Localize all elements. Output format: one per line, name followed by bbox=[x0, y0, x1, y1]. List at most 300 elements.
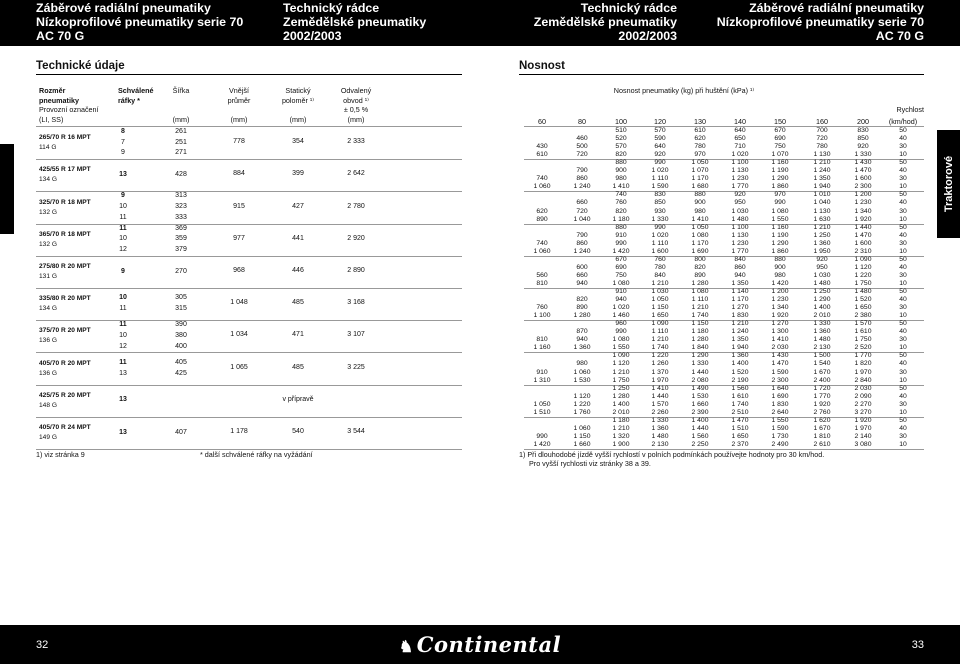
capacity-cell: 1 170 bbox=[691, 239, 709, 247]
rim-value: 10 bbox=[119, 331, 127, 339]
capacity-cell: 1 410 bbox=[612, 183, 630, 191]
capacity-cell: 750 bbox=[615, 271, 627, 279]
capacity-cell: 1 340 bbox=[854, 207, 872, 215]
capacity-head-title: Nosnost pneumatiky (kg) při huštění (kPa) ¹⁾ bbox=[613, 86, 755, 95]
static-value: 446 bbox=[292, 266, 304, 274]
capacity-cell: 600 bbox=[576, 263, 588, 271]
head-line: (mm) bbox=[289, 114, 307, 124]
capacity-cell: 1 690 bbox=[691, 247, 709, 255]
capacity-cell: 1 090 bbox=[854, 255, 872, 263]
capacity-cell: 50 bbox=[899, 384, 907, 392]
width-value: 313 bbox=[175, 192, 187, 200]
capacity-cell: 1 860 bbox=[771, 247, 789, 255]
rim-value: 7 bbox=[121, 138, 125, 146]
head-line: poloměr ¹⁾ bbox=[281, 95, 315, 105]
capacity-cell: 1 650 bbox=[651, 312, 669, 320]
header-line: Zemědělské pneumatiky bbox=[283, 15, 427, 29]
capacity-cell: 1 230 bbox=[854, 199, 872, 207]
capacity-cell: 1 280 bbox=[612, 392, 630, 400]
capacity-cell: 1 180 bbox=[612, 416, 630, 424]
roll-value: 3 544 bbox=[347, 427, 365, 435]
capacity-cell: 30 bbox=[899, 336, 907, 344]
static-value: 485 bbox=[292, 363, 304, 371]
capacity-cell: 1 410 bbox=[771, 336, 789, 344]
capacity-cell: 1 220 bbox=[854, 271, 872, 279]
rim-list bbox=[118, 428, 128, 439]
capacity-cell: 50 bbox=[899, 223, 907, 231]
capacity-cell: 40 bbox=[899, 328, 907, 336]
capacity-cell: 1 770 bbox=[854, 352, 872, 360]
capacity-cell: 1 080 bbox=[612, 279, 630, 287]
capacity-cell: 1 530 bbox=[573, 376, 591, 384]
divider bbox=[36, 385, 462, 386]
capacity-cell: 820 bbox=[615, 151, 627, 159]
header-line: Nízkoprofilové pneumatiky serie 70 bbox=[716, 15, 924, 29]
rim-value: 11 bbox=[119, 213, 127, 221]
capacity-cell: 1 430 bbox=[854, 159, 872, 167]
capacity-cell: 610 bbox=[536, 151, 548, 159]
capacity-cell: 1 250 bbox=[612, 384, 630, 392]
rim-list bbox=[118, 320, 128, 352]
capacity-cell: 610 bbox=[694, 127, 706, 134]
capacity-cell: 2 380 bbox=[854, 312, 872, 320]
pressure-label: 120 bbox=[654, 117, 666, 126]
width-value: 379 bbox=[175, 246, 187, 254]
header-col-2 bbox=[283, 1, 426, 43]
capacity-cell: 1 360 bbox=[813, 239, 831, 247]
capacity-cell: 1 970 bbox=[651, 376, 669, 384]
capacity-cell: 1 340 bbox=[771, 304, 789, 312]
capacity-cell: 1 120 bbox=[612, 360, 630, 368]
capacity-cell: 1 820 bbox=[854, 360, 872, 368]
width-value: 270 bbox=[175, 267, 187, 275]
capacity-cell: 1 150 bbox=[651, 304, 669, 312]
capacity-cell: 840 bbox=[654, 271, 666, 279]
capacity-cell: 2 130 bbox=[813, 344, 831, 352]
pressure-label: 140 bbox=[734, 117, 746, 126]
capacity-cell: 990 bbox=[615, 328, 627, 336]
capacity-cell: 1 830 bbox=[731, 312, 749, 320]
col-head-plies bbox=[118, 86, 154, 105]
width-value: 305 bbox=[175, 294, 187, 302]
capacity-cell: 2 300 bbox=[854, 183, 872, 191]
tire-size-cell bbox=[39, 294, 91, 314]
capacity-cell: 10 bbox=[899, 344, 907, 352]
capacity-cell: 950 bbox=[734, 199, 746, 207]
capacity-cell: 30 bbox=[899, 143, 907, 151]
divider bbox=[36, 126, 462, 127]
header-line: Nízkoprofilové pneumatiky serie 70 bbox=[36, 15, 244, 29]
capacity-cell: 1 180 bbox=[612, 215, 630, 223]
capacity-cell: 740 bbox=[536, 239, 548, 247]
capacity-cell: 2 840 bbox=[854, 376, 872, 384]
header-col-3 bbox=[534, 1, 677, 43]
capacity-cell: 1 290 bbox=[771, 239, 789, 247]
rim-value: 11 bbox=[119, 305, 127, 313]
capacity-cell: 570 bbox=[615, 143, 627, 151]
capacity-cell: 1 290 bbox=[691, 352, 709, 360]
capacity-cell: 1 360 bbox=[573, 344, 591, 352]
width-list bbox=[170, 358, 192, 379]
service-index: 131 G bbox=[39, 272, 57, 280]
capacity-cell: 620 bbox=[536, 207, 548, 215]
capacity-cell: 1 110 bbox=[691, 296, 709, 304]
rim-value: 11 bbox=[119, 358, 127, 366]
header-line: Technický rádce bbox=[580, 1, 677, 15]
capacity-cell: 2 030 bbox=[854, 384, 872, 392]
capacity-cell: 1 160 bbox=[533, 344, 551, 352]
capacity-cell: 880 bbox=[615, 223, 627, 231]
head-line: (mm) bbox=[172, 114, 190, 124]
capacity-cell: 3 270 bbox=[854, 408, 872, 416]
capacity-cell: 1 940 bbox=[731, 344, 749, 352]
static-value: 399 bbox=[292, 170, 304, 178]
header-line: Záběrové radiální pneumatiky bbox=[749, 1, 924, 15]
capacity-cell: 1 210 bbox=[813, 223, 831, 231]
capacity-cell: 30 bbox=[899, 400, 907, 408]
head-line: Statický bbox=[285, 86, 311, 95]
capacity-cell: 30 bbox=[899, 175, 907, 183]
capacity-cell: 860 bbox=[576, 175, 588, 183]
outer-value: 1 065 bbox=[230, 363, 248, 371]
capacity-cell: 1 230 bbox=[731, 175, 749, 183]
capacity-cell: 30 bbox=[899, 207, 907, 215]
capacity-cell: 1 020 bbox=[651, 167, 669, 175]
capacity-cell: 1 560 bbox=[731, 384, 749, 392]
capacity-cell: 1 620 bbox=[813, 416, 831, 424]
capacity-cell: 1 410 bbox=[651, 384, 669, 392]
head-line: (LI, SS) bbox=[39, 114, 64, 124]
capacity-cell: 890 bbox=[576, 304, 588, 312]
capacity-cell: 1 010 bbox=[813, 191, 831, 199]
width-value: 390 bbox=[175, 321, 187, 329]
capacity-cell: 1 920 bbox=[854, 416, 872, 424]
capacity-cell: 900 bbox=[615, 167, 627, 175]
capacity-cell: 1 440 bbox=[651, 392, 669, 400]
capacity-cell: 1 750 bbox=[854, 336, 872, 344]
tire-size: 405/70 R 24 MPT bbox=[39, 423, 91, 431]
capacity-cell: 1 150 bbox=[691, 320, 709, 328]
capacity-cell: 920 bbox=[734, 191, 746, 199]
capacity-cell: 1 470 bbox=[854, 167, 872, 175]
head-line: Odvalený bbox=[340, 86, 372, 95]
capacity-cell: 1 660 bbox=[691, 400, 709, 408]
divider bbox=[36, 352, 462, 353]
capacity-cell: 780 bbox=[694, 143, 706, 151]
capacity-cell: 1 670 bbox=[813, 368, 831, 376]
divider bbox=[519, 74, 924, 75]
capacity-cell: 760 bbox=[654, 255, 666, 263]
capacity-cell: 1 290 bbox=[771, 175, 789, 183]
capacity-cell: 980 bbox=[576, 360, 588, 368]
capacity-cell: 640 bbox=[734, 127, 746, 134]
capacity-cell: 1 150 bbox=[573, 432, 591, 440]
width-value: 369 bbox=[175, 224, 187, 232]
capacity-cell: 1 110 bbox=[651, 328, 669, 336]
capacity-cell: 720 bbox=[576, 207, 588, 215]
rim-list bbox=[118, 293, 128, 314]
capacity-cell: 1 080 bbox=[771, 207, 789, 215]
capacity-cell: 1 060 bbox=[573, 424, 591, 432]
capacity-cell: 1 050 bbox=[533, 400, 551, 408]
capacity-cell: 40 bbox=[899, 199, 907, 207]
capacity-cell: 1 240 bbox=[731, 328, 749, 336]
capacity-cell: 1 070 bbox=[771, 151, 789, 159]
capacity-cell: 1 050 bbox=[651, 296, 669, 304]
tire-size: 335/80 R 20 MPT bbox=[39, 295, 91, 303]
capacity-cell: 1 020 bbox=[651, 231, 669, 239]
capacity-cell: 2 140 bbox=[854, 432, 872, 440]
roll-value: 2 333 bbox=[347, 138, 365, 146]
width-list bbox=[170, 267, 192, 278]
capacity-cell: 1 510 bbox=[731, 424, 749, 432]
capacity-cell: 1 130 bbox=[731, 167, 749, 175]
tire-size-cell bbox=[39, 262, 91, 282]
rim-list bbox=[118, 267, 128, 278]
capacity-cell: 1 480 bbox=[813, 279, 831, 287]
static-value: 427 bbox=[292, 202, 304, 210]
capacity-cell: 1 440 bbox=[854, 223, 872, 231]
capacity-cell: 910 bbox=[536, 368, 548, 376]
capacity-cell: 1 400 bbox=[691, 416, 709, 424]
width-list bbox=[170, 428, 192, 439]
footnote-1: 1) viz stránka 9 bbox=[36, 450, 85, 459]
side-tab-label: Traktorové bbox=[942, 155, 955, 213]
capacity-cell: 900 bbox=[774, 263, 786, 271]
capacity-cell: 690 bbox=[774, 135, 786, 143]
capacity-cell: 50 bbox=[899, 416, 907, 424]
capacity-cell: 3 080 bbox=[854, 440, 872, 448]
capacity-cell: 1 740 bbox=[651, 344, 669, 352]
capacity-cell: 1 770 bbox=[813, 392, 831, 400]
capacity-cell: 1 030 bbox=[813, 271, 831, 279]
capacity-cell: 1 050 bbox=[691, 223, 709, 231]
speed-head bbox=[884, 105, 924, 115]
capacity-cell: 1 460 bbox=[612, 312, 630, 320]
capacity-cell: 1 280 bbox=[691, 279, 709, 287]
capacity-cell: 1 430 bbox=[771, 352, 789, 360]
capacity-cell: 900 bbox=[694, 199, 706, 207]
side-tab-marker bbox=[0, 144, 14, 234]
capacity-cell: 1 490 bbox=[691, 384, 709, 392]
capacity-cell: 2 190 bbox=[731, 376, 749, 384]
capacity-cell: 1 180 bbox=[691, 328, 709, 336]
rim-value: 12 bbox=[119, 246, 127, 254]
head-line: ± 0,5 % bbox=[343, 105, 369, 115]
outer-value: 884 bbox=[233, 170, 245, 178]
service-index: 136 G bbox=[39, 369, 57, 377]
capacity-cell: 1 190 bbox=[771, 167, 789, 175]
capacity-cell: 1 900 bbox=[612, 440, 630, 448]
capacity-cell: 2 260 bbox=[651, 408, 669, 416]
capacity-cell: 2 250 bbox=[691, 440, 709, 448]
header-line: Technický rádce bbox=[283, 1, 380, 15]
capacity-cell: 940 bbox=[576, 279, 588, 287]
capacity-cell: 990 bbox=[536, 432, 548, 440]
capacity-cell: 1 270 bbox=[731, 304, 749, 312]
width-value: 425 bbox=[175, 369, 187, 377]
capacity-cell: 1 170 bbox=[731, 296, 749, 304]
rim-value: 10 bbox=[119, 203, 127, 211]
capacity-cell: 1 680 bbox=[691, 183, 709, 191]
width-list bbox=[170, 293, 192, 314]
capacity-cell: 1 100 bbox=[533, 312, 551, 320]
width-list bbox=[170, 191, 192, 223]
pressure-label: 200 bbox=[857, 117, 869, 126]
width-value: 380 bbox=[175, 331, 187, 339]
capacity-cell: 1 130 bbox=[813, 207, 831, 215]
service-index: 114 G bbox=[39, 144, 57, 152]
capacity-cell: 1 090 bbox=[651, 320, 669, 328]
capacity-cell: 1 510 bbox=[533, 408, 551, 416]
width-list bbox=[170, 127, 192, 159]
capacity-cell: 880 bbox=[694, 191, 706, 199]
width-value: 405 bbox=[175, 358, 187, 366]
capacity-cell: 1 120 bbox=[573, 392, 591, 400]
head-line: Šířka bbox=[172, 86, 190, 95]
col-head-rolling bbox=[330, 86, 382, 124]
capacity-cell: 980 bbox=[774, 271, 786, 279]
col-head-size bbox=[39, 86, 99, 124]
capacity-cell: 650 bbox=[734, 135, 746, 143]
capacity-cell: 740 bbox=[615, 191, 627, 199]
capacity-cell: 1 370 bbox=[651, 368, 669, 376]
capacity-cell: 1 420 bbox=[771, 279, 789, 287]
footnote-2: * další schválené ráfky na vyžádání bbox=[200, 450, 313, 459]
capacity-cell: 1 030 bbox=[651, 288, 669, 295]
capacity-cell: 1 360 bbox=[651, 424, 669, 432]
capacity-cell: 1 140 bbox=[731, 288, 749, 295]
capacity-cell: 10 bbox=[899, 247, 907, 255]
footnote-line: Pro vyšší rychlosti viz stránky 38 a 39. bbox=[529, 459, 651, 468]
capacity-cell: 1 120 bbox=[854, 263, 872, 271]
capacity-cell: 1 210 bbox=[612, 368, 630, 376]
head-line: Schválené bbox=[118, 86, 154, 95]
capacity-cell: 2 270 bbox=[854, 400, 872, 408]
capacity-cell: 2 030 bbox=[771, 344, 789, 352]
capacity-cell: 1 080 bbox=[691, 288, 709, 295]
capacity-cell: 1 630 bbox=[813, 215, 831, 223]
divider bbox=[36, 74, 462, 75]
rim-value: 8 bbox=[121, 128, 125, 136]
rim-value: 10 bbox=[119, 294, 127, 302]
capacity-cell: 670 bbox=[774, 127, 786, 134]
capacity-cell: 1 480 bbox=[813, 336, 831, 344]
tire-size-cell bbox=[39, 359, 91, 379]
rim-list bbox=[118, 191, 128, 223]
capacity-cell: 1 300 bbox=[771, 328, 789, 336]
divider bbox=[36, 288, 462, 289]
capacity-cell: 1 570 bbox=[651, 400, 669, 408]
capacity-cell: 1 330 bbox=[813, 320, 831, 328]
width-list bbox=[170, 320, 192, 352]
tire-size: 405/70 R 20 MPT bbox=[39, 359, 91, 367]
capacity-cell: 1 970 bbox=[854, 368, 872, 376]
capacity-cell: 1 730 bbox=[771, 432, 789, 440]
capacity-cell: 1 270 bbox=[771, 320, 789, 328]
capacity-cell: 1 570 bbox=[854, 320, 872, 328]
page-footer bbox=[0, 625, 960, 664]
capacity-cell: 1 240 bbox=[573, 247, 591, 255]
capacity-cell: 1 190 bbox=[771, 231, 789, 239]
capacity-cell: 670 bbox=[615, 255, 627, 263]
capacity-cell: 860 bbox=[576, 239, 588, 247]
capacity-cell: 1 480 bbox=[651, 432, 669, 440]
roll-value: 2 890 bbox=[347, 266, 365, 274]
capacity-cell: 1 050 bbox=[691, 159, 709, 167]
capacity-cell: 40 bbox=[899, 135, 907, 143]
capacity-cell: 660 bbox=[576, 271, 588, 279]
outer-value: 1 178 bbox=[230, 427, 248, 435]
pressure-label: 150 bbox=[774, 117, 786, 126]
capacity-cell: 1 740 bbox=[691, 312, 709, 320]
rim-value: 13 bbox=[119, 170, 127, 178]
pressure-label: 160 bbox=[816, 117, 828, 126]
footnote-capacity bbox=[519, 450, 824, 468]
rim-value: 13 bbox=[119, 369, 127, 377]
capacity-cell: 1 650 bbox=[731, 432, 749, 440]
tire-size-cell bbox=[39, 165, 91, 185]
capacity-cell: 1 350 bbox=[813, 175, 831, 183]
capacity-cell: 1 020 bbox=[612, 304, 630, 312]
roll-value: 2 642 bbox=[347, 170, 365, 178]
pressure-label: 80 bbox=[578, 117, 586, 126]
tire-size: 265/70 R 16 MPT bbox=[39, 134, 91, 142]
roll-value: 3 168 bbox=[347, 299, 365, 307]
capacity-cell: 850 bbox=[857, 135, 869, 143]
divider bbox=[36, 320, 462, 321]
capacity-cell: 720 bbox=[816, 135, 828, 143]
divider bbox=[36, 417, 462, 418]
capacity-cell: 10 bbox=[899, 279, 907, 287]
capacity-cell: 1 720 bbox=[813, 384, 831, 392]
capacity-cell: 940 bbox=[734, 271, 746, 279]
capacity-cell: 1 600 bbox=[854, 239, 872, 247]
pressure-label: 130 bbox=[694, 117, 706, 126]
capacity-cell: 2 090 bbox=[854, 392, 872, 400]
capacity-cell: 30 bbox=[899, 304, 907, 312]
tire-size: 375/70 R 20 MPT bbox=[39, 327, 91, 335]
capacity-cell: 2 520 bbox=[854, 344, 872, 352]
capacity-cell: 1 060 bbox=[573, 368, 591, 376]
capacity-cell: 1 220 bbox=[651, 352, 669, 360]
capacity-cell: 40 bbox=[899, 263, 907, 271]
capacity-cell: 1 840 bbox=[691, 344, 709, 352]
capacity-cell: 40 bbox=[899, 167, 907, 175]
width-value: 400 bbox=[175, 342, 187, 350]
capacity-cell: 1 250 bbox=[813, 288, 831, 295]
capacity-cell: 1 210 bbox=[651, 336, 669, 344]
capacity-cell: 1 420 bbox=[612, 247, 630, 255]
divider bbox=[36, 159, 462, 160]
capacity-cell: 1 660 bbox=[573, 440, 591, 448]
capacity-cell: 1 310 bbox=[533, 376, 551, 384]
capacity-cell: 1 690 bbox=[771, 392, 789, 400]
service-index: 136 G bbox=[39, 337, 57, 345]
capacity-cell: 1 920 bbox=[854, 215, 872, 223]
capacity-cell: 1 920 bbox=[813, 400, 831, 408]
capacity-cell: 1 550 bbox=[612, 344, 630, 352]
capacity-cell: 930 bbox=[654, 207, 666, 215]
capacity-cell: 40 bbox=[899, 296, 907, 304]
header-line: 2002/2003 bbox=[283, 29, 342, 43]
outer-value: 1 048 bbox=[230, 299, 248, 307]
capacity-cell: 1 080 bbox=[612, 336, 630, 344]
capacity-cell: 1 440 bbox=[691, 424, 709, 432]
capacity-cell: 2 510 bbox=[731, 408, 749, 416]
rim-value: 12 bbox=[119, 342, 127, 350]
capacity-cell: 880 bbox=[615, 159, 627, 167]
